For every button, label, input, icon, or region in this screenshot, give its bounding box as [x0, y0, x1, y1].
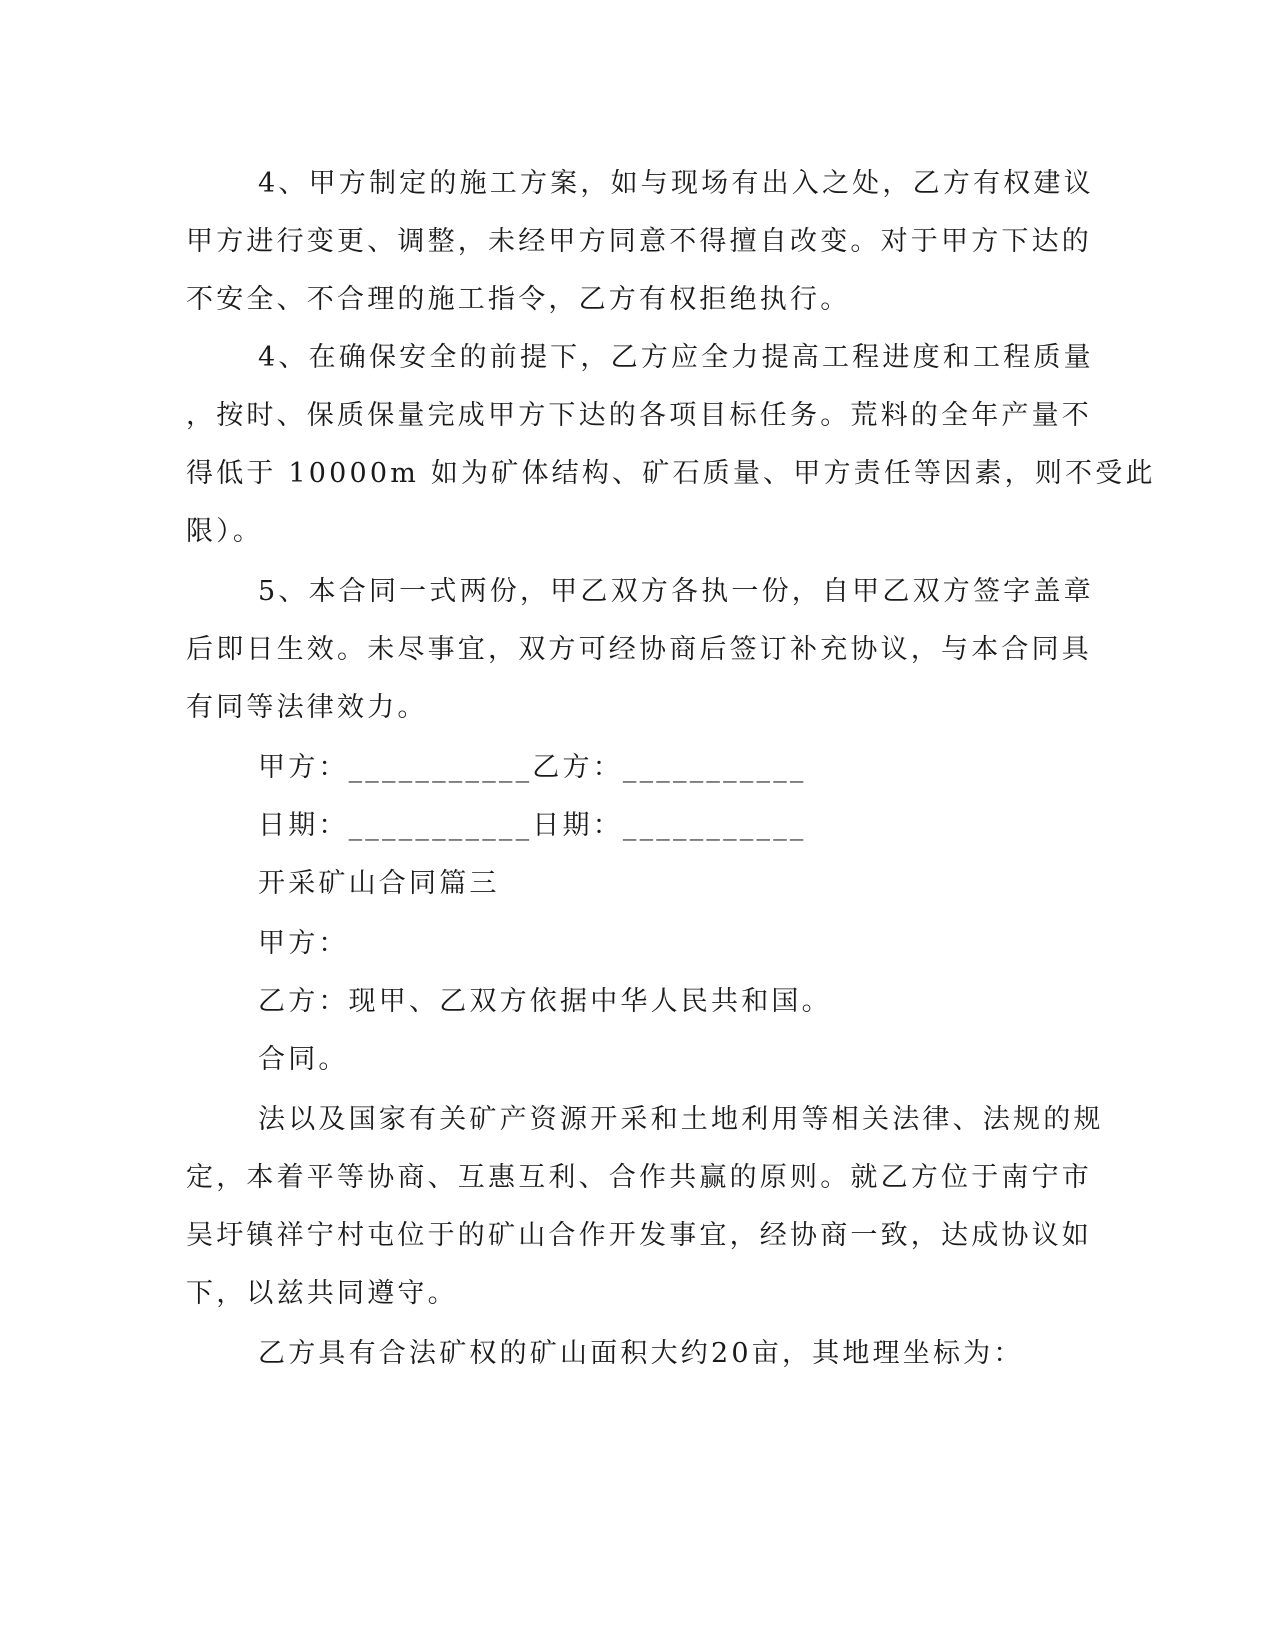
- paragraph-line: ，按时、保质保量完成甲方下达的各项目标任务。荒料的全年产量不: [186, 400, 1092, 431]
- paragraph-line: 甲方进行变更、调整，未经甲方同意不得擅自改变。对于甲方下达的: [186, 226, 1092, 257]
- paragraph-line: 不安全、不合理的施工指令，乙方有权拒绝执行。: [186, 284, 851, 315]
- paragraph-line: 下，以兹共同遵守。: [186, 1278, 458, 1309]
- party-b-label: 乙方：现甲、乙双方依据中华人民共和国。: [258, 986, 832, 1017]
- paragraph-line: 5、本合同一式两份，甲乙双方各执一份，自甲乙双方签字盖章: [258, 576, 1094, 607]
- paragraph-line: 得低于 10000m 如为矿体结构、矿石质量、甲方责任等因素，则不受此: [186, 458, 1156, 489]
- paragraph-line: 4、在确保安全的前提下，乙方应全力提高工程进度和工程质量: [258, 342, 1094, 373]
- signature-line-party: 甲方：___________乙方：___________: [258, 752, 807, 783]
- party-a-label: 甲方：: [258, 928, 349, 959]
- paragraph-line: 合同。: [258, 1044, 349, 1075]
- section-heading: 开采矿山合同篇三: [258, 868, 500, 899]
- paragraph-line: 吴圩镇祥宁村屯位于的矿山合作开发事宜，经协商一致，达成协议如: [186, 1220, 1092, 1251]
- paragraph-line: 有同等法律效力。: [186, 692, 428, 723]
- paragraph-line: 限）。: [186, 516, 264, 547]
- paragraph-line: 乙方具有合法矿权的矿山面积大约20亩，其地理坐标为：: [258, 1338, 1024, 1369]
- paragraph-line: 4、甲方制定的施工方案，如与现场有出入之处，乙方有权建议: [258, 168, 1094, 199]
- signature-line-date: 日期：___________日期：___________: [258, 810, 807, 841]
- paragraph-line: 定，本着平等协商、互惠互利、合作共赢的原则。就乙方位于南宁市: [186, 1162, 1092, 1193]
- paragraph-line: 后即日生效。未尽事宜，双方可经协商后签订补充协议，与本合同具: [186, 634, 1092, 665]
- paragraph-line: 法以及国家有关矿产资源开采和土地利用等相关法律、法规的规: [258, 1104, 1104, 1135]
